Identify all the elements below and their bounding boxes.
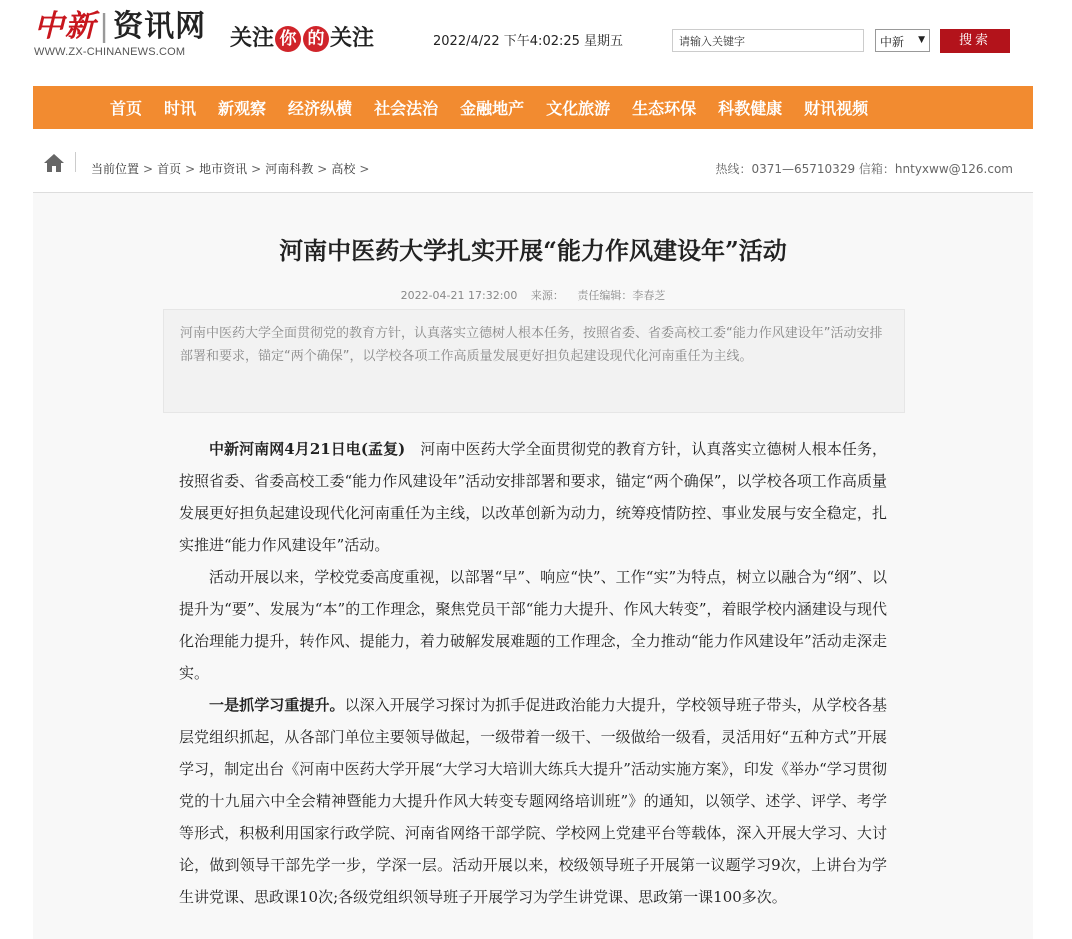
nav-item-news[interactable]: 时讯 <box>164 99 197 118</box>
contact-info: 热线：0371—65710329 信箱：hntyxww@126.com <box>715 162 1013 176</box>
slogan-part-d: 关注 <box>330 25 375 51</box>
paragraph-lead: 一是抓学习重提升。 <box>209 696 345 714</box>
breadcrumb-item-education[interactable]: 河南科教 <box>265 162 314 176</box>
site-logo[interactable] <box>34 10 206 58</box>
article-dateline: 中新河南网4月21日电(孟复) <box>209 440 406 458</box>
nav-item-society-law[interactable]: 社会法治 <box>374 99 439 118</box>
slogan-part-a: 关注 <box>230 25 275 51</box>
breadcrumb-sep: > <box>143 162 154 176</box>
main-nav <box>33 86 1033 129</box>
breadcrumb-item-university[interactable]: 高校 <box>331 162 356 176</box>
nav-item-science-health[interactable]: 科教健康 <box>718 99 783 118</box>
breadcrumb-label: 当前位置 <box>91 162 140 176</box>
nav-item-economy[interactable]: 经济纵横 <box>288 99 353 118</box>
article-date: 2022-04-21 17:32:00 <box>400 289 518 302</box>
breadcrumb-item-local[interactable]: 地市资讯 <box>199 162 248 176</box>
chevron-down-icon: ▼ <box>918 35 925 45</box>
nav-item-finance-realestate[interactable]: 金融地产 <box>460 99 525 118</box>
logo-text <box>34 10 206 44</box>
breadcrumb-bar <box>33 130 1033 193</box>
breadcrumb-divider <box>75 152 76 172</box>
logo-separator: | <box>99 9 111 44</box>
nav-item-home[interactable]: 首页 <box>110 99 143 118</box>
article-container <box>33 193 1033 939</box>
slogan-circle-de: 的 <box>303 26 329 52</box>
breadcrumb-sep: > <box>251 162 262 176</box>
site-header <box>0 0 1072 86</box>
breadcrumb-item-home[interactable]: 首页 <box>157 162 182 176</box>
article-paragraph: 活动开展以来，学校党委高度重视，以部署“早”、响应“快”、工作“实”为特点，树立以融合为“纲”、以提升为“要”、发展为“本”的工作理念，聚焦党员干部“能力大提升、作风大转变”，着眼学校内涵建设与现代化治理能力提升，转作风、提能力，着力破解发展难题的工作理念，全力推动“能力作风建设年”活动走深走实。 <box>179 568 887 682</box>
article-paragraph <box>179 433 887 561</box>
article-title: 河南中医药大学扎实开展“能力作风建设年”活动 <box>279 236 787 265</box>
breadcrumb-sep: > <box>317 162 328 176</box>
article-paragraph <box>179 689 887 913</box>
home-icon[interactable] <box>43 153 65 173</box>
breadcrumb-sep: > <box>359 162 370 176</box>
site-select[interactable] <box>875 29 930 52</box>
site-select-value: 中新 <box>880 35 905 49</box>
article-body <box>179 433 887 913</box>
logo-right: 资讯网 <box>113 9 207 44</box>
paragraph-text: 以深入开展学习探讨为抓手促进政治能力大提升，学校领导班子带头，从学校各基层党组织抓起，从各部门单位主要领导做起，一级带着一级干、一级做给一级看，灵活用好“五种方式”开展学习，制定出台《河南中医药大学开展“大学习大培训大练兵大提升”活动实施方案》，印发《举办“学习贯彻党的十九届六中全会精神暨能力大提升作风大转变专题网络培训班”》的通知，以领学、述学、评学、考学等形式，积极利用国家行政学院、河南省网络干部学院、学校网上党建平台等载体，深入开展大学习、大讨论，做到领导干部先学一步，学深一层。活动开展以来，校级领导班子开展第一议题学习9次，上讲台为学生讲党课、思政课10次;各级党组织领导班子开展学习为学生讲党课、思政第一课100多次。 <box>179 696 887 906</box>
nav-item-ecology[interactable]: 生态环保 <box>632 99 697 118</box>
article-summary: 河南中医药大学全面贯彻党的教育方针，认真落实立德树人根本任务，按照省委、省委高校工委“能力作风建设年”活动安排部署和要求，锚定“两个确保”，以学校各项工作高质量发展更好担负起建设现代化河南重任为主线。 <box>163 309 905 413</box>
article-editor: 责任编辑：李春芝 <box>577 289 666 302</box>
logo-left: 中新 <box>34 9 96 44</box>
article-meta <box>33 287 1033 303</box>
breadcrumb <box>91 160 373 177</box>
search-input[interactable]: 请输入关键字 <box>672 29 864 52</box>
article-source: 来源： <box>530 289 564 302</box>
current-datetime: 2022/4/22 下午4:02:25 星期五 <box>433 34 624 49</box>
breadcrumb-sep: > <box>185 162 196 176</box>
nav-item-observation[interactable]: 新观察 <box>218 99 267 118</box>
nav-item-culture-travel[interactable]: 文化旅游 <box>546 99 611 118</box>
slogan-circle-you: 你 <box>275 26 301 52</box>
slogan <box>230 22 374 54</box>
paragraph-text: 河南中医药大学全面贯彻党的教育方针，认真落实立德树人根本任务，按照省委、省委高校工委“能力作风建设年”活动安排部署和要求，锚定“两个确保”，以学校各项工作高质量发展更好担负起建设现代化河南重任为主线，以改革创新为动力，统筹疫情防控、事业发展与安全稳定，扎实推进“能力作风建设年”活动。 <box>179 440 887 554</box>
logo-url: WWW.ZX-CHINANEWS.COM <box>34 46 186 58</box>
nav-item-video[interactable]: 财讯视频 <box>804 99 869 118</box>
search-button[interactable]: 搜索 <box>940 29 1010 53</box>
